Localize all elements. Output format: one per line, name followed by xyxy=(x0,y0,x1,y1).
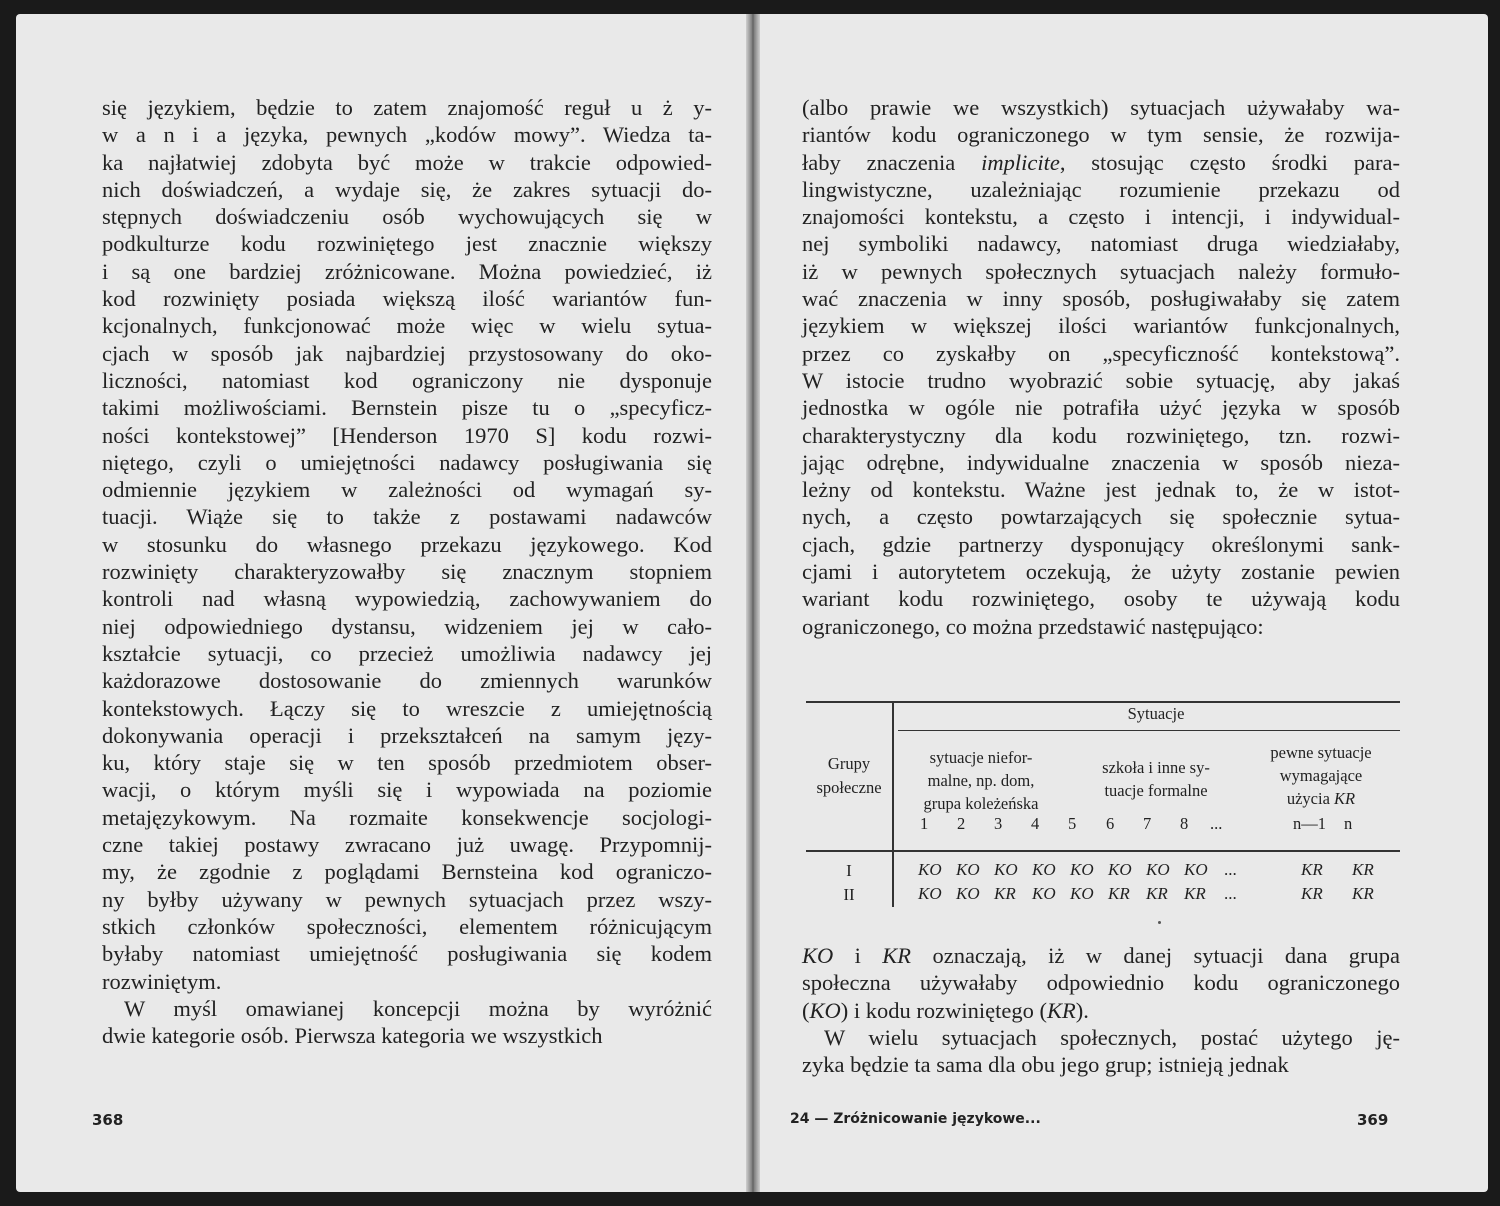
text-line: nej symboliki nadawcy, natomiast druga wiedziałaby, xyxy=(802,231,1400,257)
text-line: kontroli nad własną wypowiedzią, zachowywaniem do xyxy=(102,586,712,612)
text-line: riantów kodu ograniczonego w tym sensie, że rozwija- xyxy=(802,122,1400,148)
table-cell: KO xyxy=(918,860,942,879)
text-line: KO i KR oznaczają, iż w danej sytuacji dana grupa xyxy=(802,943,1400,968)
table-cell: KR xyxy=(994,884,1016,903)
situation-number: 6 xyxy=(1106,814,1115,833)
text-line: i są one bardziej zróżnicowane. Można powiedzieć, iż xyxy=(102,258,712,284)
header-informal-line3: grupa koleżeńska xyxy=(923,794,1039,813)
situation-number: 7 xyxy=(1143,814,1152,833)
text-line: liczności, natomiast kod ograniczony nie dysponuje xyxy=(102,367,712,393)
text-line: znajomości kontekstu, a często i intencji, i indywidual- xyxy=(802,204,1400,230)
text-line: ku, który staje się w ten sposób przedmiotem obser- xyxy=(102,750,712,776)
table-cell: KO xyxy=(1032,884,1056,903)
text-line: kod rozwinięty posiada większą ilość wariantów fun- xyxy=(102,286,712,312)
text-line: ka najłatwiej zdobyta być może w trakcie odpowied- xyxy=(102,149,712,175)
table-cell: KR xyxy=(1301,884,1323,903)
text-line: rozwiniętym. xyxy=(102,968,222,994)
text-line: ograniczonego, co można przedstawić następująco: xyxy=(802,613,1264,639)
header-certain-usage: użycia xyxy=(1286,789,1330,808)
text-line: W wielu sytuacjach społecznych, postać użytego ję- xyxy=(824,1024,1400,1050)
situation-number: n—1 xyxy=(1293,814,1326,833)
situation-number: ... xyxy=(1210,814,1223,833)
text-line: każdorazowe dostosowanie do zmiennych warunków xyxy=(102,668,712,694)
text-line: cjach w sposób jak najbardziej przystosowany do oko- xyxy=(102,340,712,366)
text-line: jednostka w ogóle nie potrafiła użyć języka w sposób xyxy=(802,395,1400,421)
text-line: czne takiej postawy zwracano już uwagę. Przypomnij- xyxy=(102,832,712,858)
text-line: społeczna używałaby odpowiednio kodu ograniczonego xyxy=(802,970,1400,996)
text-line: w stosunku do własnego przekazu językowego. Kod xyxy=(102,531,712,557)
table-cell: KR xyxy=(1108,884,1130,903)
text-line: dwie kategorie osób. Pierwsza kategoria we wszystkich xyxy=(102,1023,603,1049)
table-cell: KO xyxy=(1070,860,1094,879)
text-line: lingwistyczne, uzależniając rozumienie przekazu od xyxy=(802,176,1400,202)
text-line: (KO) i kodu rozwiniętego (KR). xyxy=(802,997,1089,1023)
text-line: odmiennie językiem w zależności od wymagań sy- xyxy=(102,477,712,503)
situation-number: 4 xyxy=(1031,814,1040,833)
text-line: ny byłby używany w pewnych sytuacjach przez wszy- xyxy=(102,886,712,912)
print-speck xyxy=(1158,921,1161,924)
text-line: cjach, gdzie partnerzy dysponujący określonymi sank- xyxy=(802,531,1400,557)
footer-signature: 24 — Zróżnicowanie językowe... xyxy=(790,1111,1041,1127)
table-cell: ... xyxy=(1224,884,1237,903)
text-line: cjami i autorytetem oczekują, że użyty zostanie pewien xyxy=(802,559,1400,585)
header-formal-line1: szkoła i inne sy- xyxy=(1102,758,1210,777)
table-cell: ... xyxy=(1224,860,1237,879)
text-line: W istocie trudno wyobrazić sobie sytuację, aby jakaś xyxy=(802,367,1400,393)
row-group-label: I xyxy=(846,861,852,880)
text-line: iż w pewnych społecznych sytuacjach należy formuło- xyxy=(802,258,1400,284)
text-line: leżny od kontekstu. Ważne jest jednak to, że w istot- xyxy=(802,477,1400,503)
header-informal-line1: sytuacje niefor- xyxy=(929,748,1033,767)
text-line: przez co zyskałby on „specyficzność kontekstową”. xyxy=(802,340,1400,366)
table-cell: KR xyxy=(1352,884,1374,903)
text-line: językiem w większej ilości wariantów funkcjonalnych, xyxy=(802,313,1400,339)
text-line: kontekstowych. Łączy się to wreszcie z umiejętnością xyxy=(102,695,712,721)
text-line: W myśl omawianej koncepcji można by wyróżnić xyxy=(124,995,712,1021)
code-usage-table xyxy=(806,687,1400,909)
situation-number: 3 xyxy=(994,814,1003,833)
table-cell: KO xyxy=(1146,860,1170,879)
row-group-label: II xyxy=(843,885,855,904)
text-line: się językiem, będzie to zatem znajomość reguł u ż y- xyxy=(102,95,712,120)
situation-number: 8 xyxy=(1180,814,1189,833)
text-line: wacji, o którym myśli się i wypowiada na poziomie xyxy=(102,777,712,803)
table-cell: KO xyxy=(1184,860,1208,879)
text-line: wariant kodu rozwiniętego, osoby te używają kodu xyxy=(802,586,1400,612)
left-page xyxy=(16,14,746,1192)
text-line: charakterystyczny dla kodu rozwiniętego, tzn. rozwi- xyxy=(802,422,1400,448)
header-certain-kr: KR xyxy=(1334,789,1356,808)
table-cell: KR xyxy=(1301,860,1323,879)
text-line: niej odpowiedniego dystansu, widzeniem jej w cało- xyxy=(102,613,712,639)
header-groups-line2: społeczne xyxy=(816,778,882,797)
book-gutter xyxy=(746,14,760,1192)
text-line: stkich członków społeczności, elementem różnicującym xyxy=(102,913,712,939)
table-row xyxy=(916,860,1396,884)
situation-number: 1 xyxy=(920,814,929,833)
table-cell: KR xyxy=(1146,884,1168,903)
left-page-body xyxy=(102,94,712,1049)
text-line: niętego, czyli o umiejętności nadawcy posługiwania się xyxy=(102,449,712,475)
text-line: (albo prawie we wszystkich) sytuacjach używałaby wa- xyxy=(802,95,1400,120)
text-line: takimi możliwościami. Bernstein pisze tu o „specyficz- xyxy=(102,395,712,421)
table-cell: KR xyxy=(1184,884,1206,903)
header-certain-line2: wymagające xyxy=(1279,766,1363,785)
table-cell: KR xyxy=(1352,860,1374,879)
text-line: zyka będzie ta sama dla obu jego grup; istnieją jednak xyxy=(802,1052,1289,1078)
text-line: dokonywania operacji i przekształceń na samym języ- xyxy=(102,722,712,748)
header-sytuacje: Sytuacje xyxy=(1127,704,1185,723)
table-cell: KO xyxy=(918,884,942,903)
situation-number: n xyxy=(1344,814,1353,833)
header-formal-line2: tuacje formalne xyxy=(1104,781,1208,800)
right-page-body-continued xyxy=(802,942,1400,1078)
table-cell: KO xyxy=(994,860,1018,879)
right-page xyxy=(760,14,1488,1192)
left-page-number: 368 xyxy=(92,1111,124,1129)
right-page-body xyxy=(802,94,1400,640)
text-line: stępnych doświadczeniu osób wychowujących się w xyxy=(102,204,712,230)
table-cell: KO xyxy=(956,884,980,903)
table-cell: KO xyxy=(1032,860,1056,879)
text-line: kształcie sytuacji, co przecież umożliwia nadawcy jej xyxy=(102,640,712,666)
text-line: wać znaczenia w inny sposób, posługiwałaby się zatem xyxy=(802,286,1400,312)
table-cell: KO xyxy=(956,860,980,879)
situation-number: 2 xyxy=(957,814,966,833)
header-certain-line1: pewne sytuacje xyxy=(1270,743,1372,762)
text-line: metajęzykowym. Na rozmaite konsekwencje socjologi- xyxy=(102,804,712,830)
text-line: tuacji. Wiąże się to także z postawami nadawców xyxy=(102,504,712,530)
header-informal-line2: malne, np. dom, xyxy=(927,771,1035,790)
table-sytuacje-rule xyxy=(898,730,1400,731)
text-line: w a n i a języka, pewnych „kodów mowy”. Wiedza ta- xyxy=(102,122,712,148)
right-page-number: 369 xyxy=(1357,1111,1389,1129)
header-certain-line3 xyxy=(1246,788,1396,810)
text-line: jając odrębne, indywidualne znaczenia w sposób nieza- xyxy=(802,449,1400,475)
text-line: ności kontekstowej” [Henderson 1970 S] kodu rozwi- xyxy=(102,422,712,448)
text-line: byłaby natomiast umiejętność posługiwania się kodem xyxy=(102,941,712,967)
table-cell: KO xyxy=(1070,884,1094,903)
header-groups-line1: Grupy xyxy=(827,754,871,773)
situation-number: 5 xyxy=(1068,814,1077,833)
text-line: podkulturze kodu rozwiniętego jest znacznie większy xyxy=(102,231,712,257)
table-row xyxy=(916,884,1396,908)
text-line: łaby znaczenia implicite, stosując często środki para- xyxy=(802,149,1400,175)
text-line: nych, a często powtarzających się społecznie sytua- xyxy=(802,504,1400,530)
table-vertical-rule xyxy=(892,701,894,907)
table-cell: KO xyxy=(1108,860,1132,879)
table-header-rule xyxy=(806,850,1400,852)
situation-number-row xyxy=(806,814,1400,836)
text-line: nich doświadczeń, a wydaje się, że zakres sytuacji do- xyxy=(102,176,712,202)
text-line: my, że zgodnie z poglądami Bernsteina kod ograniczo- xyxy=(102,859,712,885)
text-line: rozwinięty charakteryzowałby się znacznym stopniem xyxy=(102,559,712,585)
text-line: kcjonalnych, funkcjonować może więc w wielu sytua- xyxy=(102,313,712,339)
